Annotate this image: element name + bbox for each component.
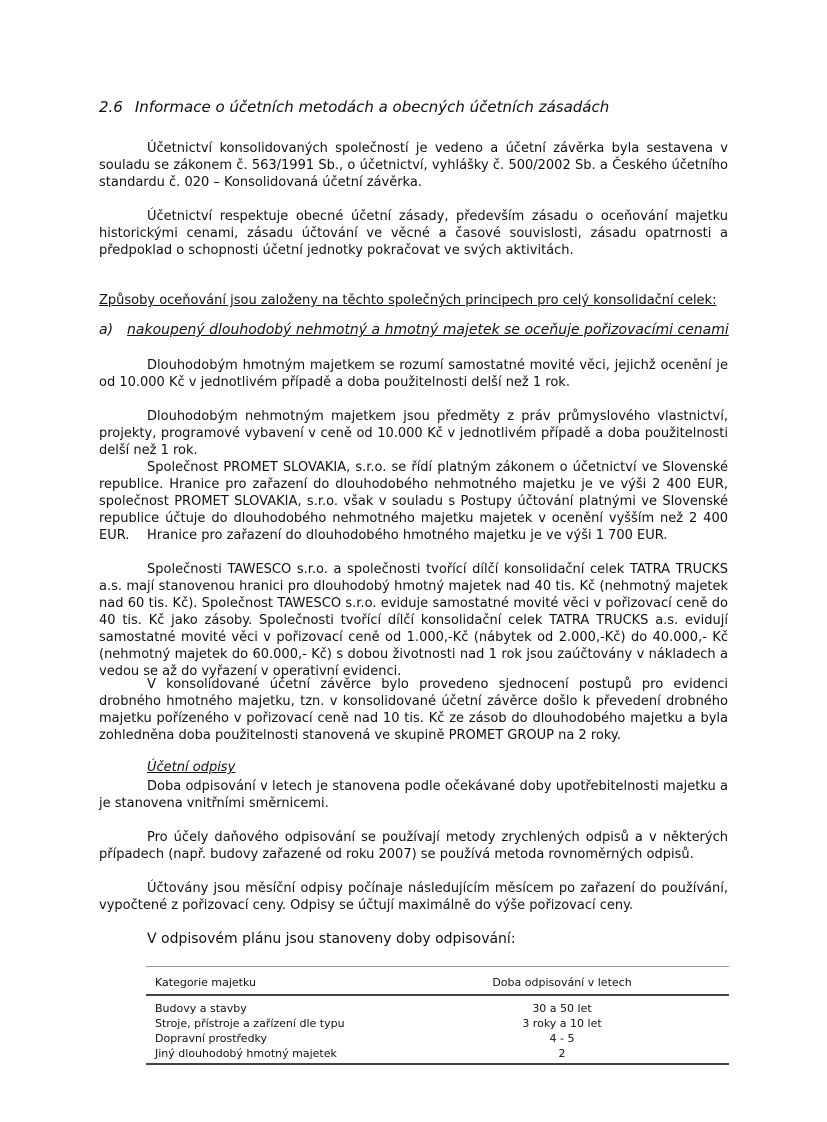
section-title: Informace o účetních metodách a obecných účetních zásadách bbox=[134, 98, 610, 116]
table-cell-period: 30 a 50 let bbox=[532, 1002, 592, 1015]
paragraph-legal-basis: Účetnictví konsolidovaných společností je vedeno a účetní závěrka byla sestavena v souladu se zákonem č. 563/1991 Sb., o účetnictví, vyhlášky č. 500/2002 Sb. a Českého účetního standardu č. 020 – Konsolidovaná účetní závěrka. bbox=[99, 141, 728, 190]
valuation-principles-heading: Způsoby oceňování jsou založeny na těchto společných principech pro celý konsolidační celek: bbox=[99, 293, 717, 308]
paragraph-depreciation-period: Doba odpisování v letech je stanovena podle očekávané doby upotřebitelnosti majetku a je stanovena vnitřními směrnicemi. bbox=[99, 779, 728, 811]
table-row bbox=[146, 1046, 729, 1064]
table-header-period: Doba odpisování v letech bbox=[395, 967, 729, 996]
paragraph-tax-depreciation: Pro účely daňového odpisování se používají metody zrychlených odpisů a v některých případech (např. budovy zařazené od roku 2007) se používá metoda rovnoměrných odpisů. bbox=[99, 830, 728, 862]
section-number: 2.6 bbox=[99, 98, 123, 116]
table-cell-category: Dopravní prostředky bbox=[155, 1032, 268, 1045]
paragraph-depreciation-plan-intro: V odpisovém plánu jsou stanoveny doby odpisování: bbox=[147, 931, 516, 947]
table-row bbox=[146, 1016, 729, 1031]
table-row bbox=[146, 995, 729, 1016]
depreciation-table bbox=[146, 966, 729, 1065]
subsection-a bbox=[99, 322, 729, 338]
table-cell-category: Jiný dlouhodobý hmotný majetek bbox=[146, 1046, 395, 1064]
paragraph-promet-slovakia-threshold: Hranice pro zařazení do dlouhodobého hmotného majetku je ve výši 1 700 EUR. bbox=[147, 528, 668, 543]
paragraph-tangible-assets: Dlouhodobým hmotným majetkem se rozumí samostatné movité věci, jejichž ocenění je od 10.000 Kč v jednotlivém případě a doba použitelnosti delší než 1 rok. bbox=[99, 358, 728, 390]
table-cell-period: 3 roky a 10 let bbox=[522, 1017, 602, 1030]
depreciation-subheading: Účetní odpisy bbox=[147, 760, 236, 775]
subsection-a-label: a) bbox=[99, 322, 114, 338]
paragraph-intangible-assets: Dlouhodobým nehmotným majetkem jsou předměty z práv průmyslového vlastnictví, projekty, programové vybavení v ceně od 10.000 Kč v jednotlivém případě a doba použitelnosti delší než 1 rok. bbox=[99, 409, 728, 458]
table-cell-category: Stroje, přístroje a zařízení dle typu bbox=[155, 1017, 345, 1030]
section-heading bbox=[99, 98, 609, 116]
table-header-category: Kategorie majetku bbox=[146, 967, 395, 996]
paragraph-promet-slovakia: Společnost PROMET SLOVAKIA, s.r.o. se řídí platným zákonem o účetnictví ve Slovenské republice. Hranice pro zařazení do dlouhodobého nehmotného majetku je ve výši 2 400 EUR, společnost PROMET SLOVAKIA, s.r.o. však v souladu s Postupy účtování platnými ve Slovenské republice účtuje do dlouhodobého nehmotného majetku majetek v ocenění vyšším než 2 400 EUR. bbox=[99, 460, 728, 543]
paragraph-accounting-principles: Účetnictví respektuje obecné účetní zásady, především zásadu o oceňování majetku historickými cenami, zásadu účtování ve věcné a časové souvislosti, zásadu opatrnosti a předpoklad o schopnosti účetní jednotky pokračovat ve svých aktivitách. bbox=[99, 209, 728, 258]
table-cell-period: 4 - 5 bbox=[549, 1032, 575, 1045]
table-header-row bbox=[146, 967, 729, 996]
paragraph-tawesco-tatra: Společnosti TAWESCO s.r.o. a společnosti tvořící dílčí konsolidační celek TATRA TRUCKS a.s. mají stanovenou hranici pro dlouhodobý hmotný majetek nad 40 tis. Kč (nehmotný majetek nad 60 tis. Kč). Společnost TAWESCO s.r.o. eviduje samostatné movité věci v pořizovací ceně do 40 tis. Kč jako zásoby. Společnosti tvořící dílčí konsolidační celek TATRA TRUCKS a.s. evidují samostatné movité věci v pořizovací ceně od 1.000,-Kč (nábytek od 2.000,-Kč) do 40.000,- Kč (nehmotný majetek do 60.000,- Kč) s dobou životnosti nad 1 rok jsou zaúčtovány v nákladech a vedou se až do vyřazení v operativní evidenci. bbox=[99, 562, 728, 679]
table-cell-period: 2 bbox=[395, 1046, 729, 1064]
paragraph-consolidation-unification: V konsolidované účetní závěrce bylo provedeno sjednocení postupů pro evidenci drobného hmotného majetku, tzn. v konsolidované účetní závěrce došlo k převedení drobného majetku pořízeného v pořizovací ceně nad 10 tis. Kč ze zásob do dlouhodobého majetku a byla zohledněna doba použitelnosti stanovená ve skupině PROMET GROUP na 2 roky. bbox=[99, 677, 728, 743]
table-cell-category: Budovy a stavby bbox=[155, 1002, 247, 1015]
paragraph-monthly-depreciation: Účtovány jsou měsíční odpisy počínaje následujícím měsícem po zařazení do používání, vypočtené z pořizovací ceny. Odpisy se účtují maximálně do výše pořizovací ceny. bbox=[99, 881, 728, 913]
subsection-a-text: nakoupený dlouhodobý nehmotný a hmotný majetek se oceňuje pořizovacími cenami bbox=[127, 322, 729, 338]
table-row bbox=[146, 1031, 729, 1046]
